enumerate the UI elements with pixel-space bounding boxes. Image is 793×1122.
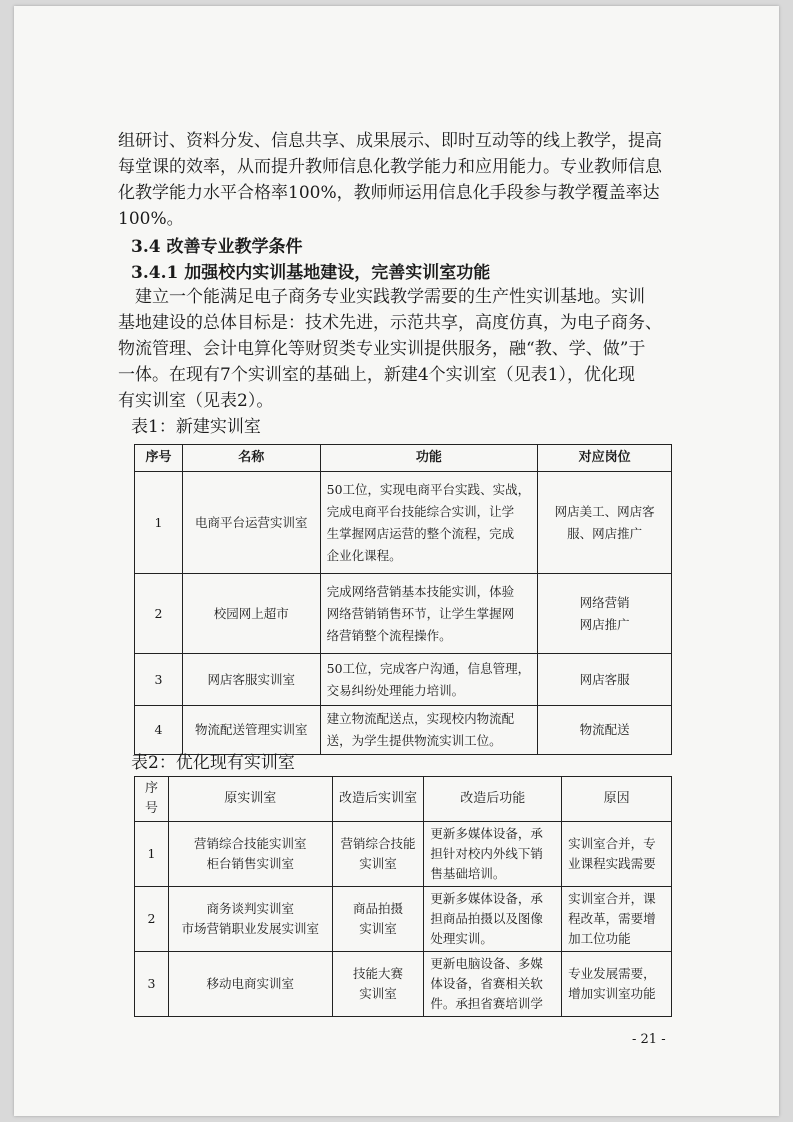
row-number: 2	[135, 574, 183, 654]
subsection-heading: 3.4.1 加强校内实训基地建设，完善实训室功能	[131, 263, 491, 283]
cell-line: 生掌握网店运营的整个流程，完成	[326, 525, 515, 541]
body-line: 建立一个能满足电子商务专业实践教学需要的生产性实训基地。实训	[135, 287, 645, 307]
cell-line: 商品拍摄	[353, 901, 404, 916]
page-number: - 21 -	[632, 1032, 666, 1047]
cell-line: 实训室	[359, 921, 397, 936]
new-function	[424, 887, 562, 952]
cell-line: 营销综合技能实训室	[194, 836, 307, 851]
col-header: 原实训室	[168, 777, 332, 822]
cell-line: 实训室合并，课	[568, 891, 656, 906]
cell-line: 更新多媒体设备，承	[430, 891, 543, 906]
cell-line: 营销综合技能	[340, 836, 416, 851]
row-number: 1	[135, 822, 169, 887]
intro-line: 组研讨、资料分发、信息共享、成果展示、即时互动等的线上教学，提高	[118, 131, 662, 151]
cell-line: 技能大赛	[353, 966, 404, 981]
new-room	[332, 887, 424, 952]
cell-line: 50工位，实现电商平台实践、实战，	[326, 481, 531, 497]
table-row	[135, 822, 672, 887]
cell-line: 网络营销	[579, 594, 630, 610]
cell-line: 送，为学生提供物流实训工位。	[326, 733, 502, 748]
new-function	[424, 952, 562, 1017]
cell-line: 交易纠纷处理能力培训。	[326, 682, 465, 698]
room-function	[320, 472, 538, 574]
cell-line: 网店客服	[579, 671, 630, 687]
cell-line: 完成电商平台技能综合实训，让学	[326, 503, 515, 519]
room-post	[538, 472, 672, 574]
intro-line: 100%。	[118, 209, 184, 229]
table-optimized-training-rooms	[134, 776, 672, 1017]
cell-line: 更新电脑设备、多媒	[430, 956, 543, 971]
cell-line: 更新多媒体设备，承	[430, 826, 543, 841]
row-number: 4	[135, 706, 183, 755]
room-function	[320, 706, 538, 755]
reason	[562, 887, 672, 952]
cell-line: 专业发展需要，	[568, 966, 656, 981]
cell-line: 担针对校内外线下销	[430, 846, 543, 861]
room-post	[538, 706, 672, 755]
cell-line: 建立物流配送点，实现校内物流配	[326, 711, 515, 726]
room-post	[538, 574, 672, 654]
cell-line: 业课程实践需要	[568, 856, 656, 871]
original-room	[168, 887, 332, 952]
new-function	[424, 822, 562, 887]
cell-line: 服、网店推广	[567, 525, 643, 541]
cell-line: 市场营销职业发展实训室	[181, 921, 320, 936]
cell-line: 处理实训。	[430, 931, 493, 946]
original-room	[168, 822, 332, 887]
cell-line: 网店推广	[579, 616, 630, 632]
cell-line: 网络营销销售环节，让学生掌握网	[326, 605, 515, 621]
table-header-row	[135, 445, 672, 472]
body-paragraph	[118, 284, 688, 414]
room-function	[320, 574, 538, 654]
table-header-row	[135, 777, 672, 822]
new-room	[332, 952, 424, 1017]
intro-line: 每堂课的效率，从而提升教师信息化教学能力和应用能力。专业教师信息	[118, 157, 662, 177]
col-header: 改造后实训室	[332, 777, 424, 822]
body-line: 基地建设的总体目标是：技术先进，示范共享，高度仿真，为电子商务、	[118, 313, 662, 333]
table-row	[135, 654, 672, 706]
reason	[562, 952, 672, 1017]
reason	[562, 822, 672, 887]
cell-line: 商务谈判实训室	[206, 901, 295, 916]
col-header: 功能	[320, 445, 538, 472]
table-row	[135, 887, 672, 952]
col-header: 原因	[562, 777, 672, 822]
room-name: 物流配送管理实训室	[182, 706, 320, 755]
body-line: 有实训室（见表2）。	[118, 391, 274, 411]
col-header: 对应岗位	[538, 445, 672, 472]
col-header: 改造后功能	[424, 777, 562, 822]
col-header: 序号	[135, 777, 169, 822]
room-name: 网店客服实训室	[182, 654, 320, 706]
row-number: 3	[135, 952, 169, 1017]
section-heading: 3.4 改善专业教学条件	[131, 237, 303, 257]
cell-line: 售基础培训。	[430, 866, 506, 881]
original-room	[168, 952, 332, 1017]
table1-caption: 表1：新建实训室	[131, 417, 261, 437]
new-room	[332, 822, 424, 887]
cell-line: 完成网络营销基本技能实训，体验	[326, 583, 515, 599]
table-new-training-rooms	[134, 444, 672, 755]
cell-line: 移动电商实训室	[206, 976, 295, 991]
col-header: 序号	[135, 445, 183, 472]
row-number: 1	[135, 472, 183, 574]
cell-line: 实训室合并，专	[568, 836, 656, 851]
cell-line: 企业化课程。	[326, 547, 402, 563]
table-row	[135, 952, 672, 1017]
cell-line: 络营销整个流程操作。	[326, 627, 452, 643]
table2-caption: 表2：优化现有实训室	[131, 753, 295, 773]
row-number: 2	[135, 887, 169, 952]
cell-line: 增加实训室功能	[568, 986, 656, 1001]
col-header: 名称	[182, 445, 320, 472]
table-row	[135, 574, 672, 654]
intro-paragraph	[118, 128, 688, 232]
room-name: 电商平台运营实训室	[182, 472, 320, 574]
cell-line: 实训室	[359, 856, 397, 871]
cell-line: 50工位，完成客户沟通，信息管理，	[326, 660, 531, 676]
cell-line: 柜台销售实训室	[206, 856, 295, 871]
cell-line: 物流配送	[579, 722, 630, 737]
intro-line: 化教学能力水平合格率100%，教师师运用信息化手段参与教学覆盖率达	[118, 183, 660, 203]
row-number: 3	[135, 654, 183, 706]
body-line: 物流管理、会计电算化等财贸类专业实训提供服务，融“教、学、做”于	[118, 339, 646, 359]
room-name: 校园网上超市	[182, 574, 320, 654]
cell-line: 件。承担省赛培训学	[430, 996, 543, 1011]
cell-line: 程改革，需要增	[568, 911, 656, 926]
cell-line: 体设备，省赛相关软	[430, 976, 543, 991]
room-post	[538, 654, 672, 706]
body-line: 一体。在现有7个实训室的基础上，新建4个实训室（见表1），优化现	[118, 365, 635, 385]
cell-line: 实训室	[359, 986, 397, 1001]
cell-line: 网店美工、网店客	[554, 503, 655, 519]
room-function	[320, 654, 538, 706]
cell-line: 担商品拍摄以及图像	[430, 911, 543, 926]
cell-line: 加工位功能	[568, 931, 631, 946]
table-row	[135, 472, 672, 574]
